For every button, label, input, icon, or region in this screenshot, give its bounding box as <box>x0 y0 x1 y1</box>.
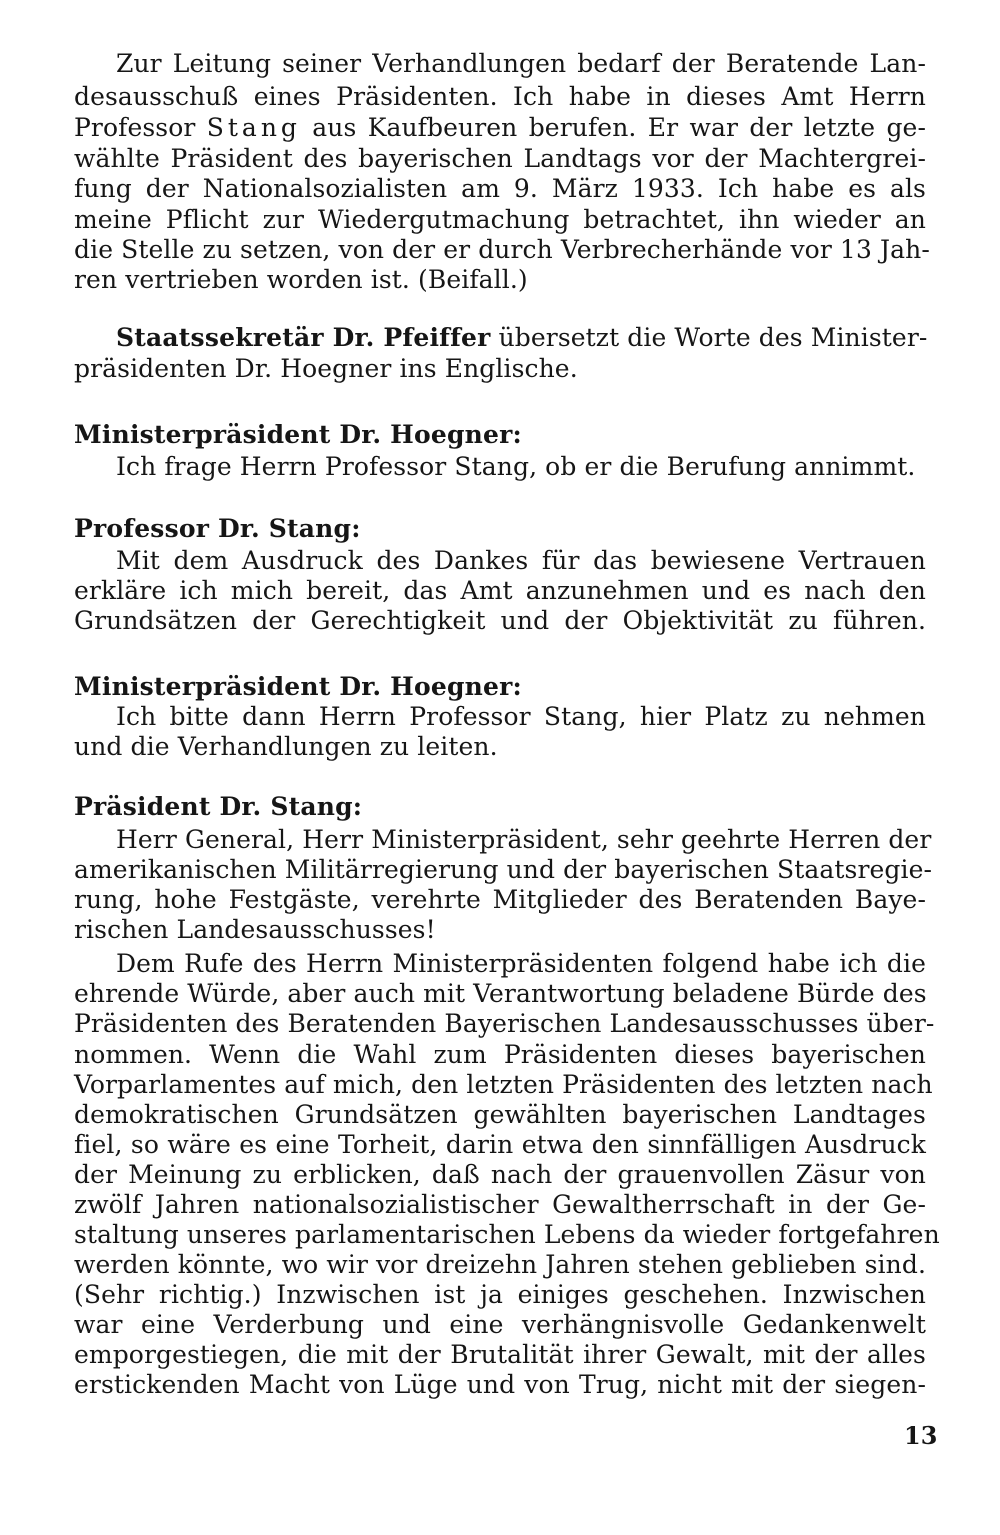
block2-line-2: erkläre ich mich bereit, das Amt anzunehmen und es nach den <box>74 576 926 605</box>
intro-line-8: ren vertrieben worden ist. (Beifall.) <box>74 265 528 294</box>
block4-p1-line-1: Herr General, Herr Ministerpräsident, sehr geehrte Herren der <box>116 825 932 854</box>
block4-p2-line-15: erstickenden Macht von Lüge und von Trug, nicht mit der siegen- <box>74 1370 926 1399</box>
intro-line-5: fung der Nationalsozialisten am 9. März 1933. Ich habe es als <box>74 174 926 203</box>
intro-line-3-a: Professor <box>74 113 207 142</box>
intro-line-4: wählte Präsident des bayerischen Landtags vor der Machtergrei- <box>74 144 926 173</box>
block3-line-1: Ich bitte dann Herrn Professor Stang, hier Platz zu nehmen <box>116 702 926 731</box>
speaker-heading-1: Ministerpräsident Dr. Hoegner: <box>74 420 522 449</box>
intro-line-6: meine Pflicht zur Wiedergutmachung betrachtet, ihn wieder an <box>74 205 926 234</box>
stage-note-text: übersetzt die Worte des Minister- <box>490 323 928 352</box>
block4-p1-line-4: rischen Landesausschusses! <box>74 915 436 944</box>
block4-p1-line-2: amerikanischen Militärregierung und der bayerischen Staatsregie- <box>74 855 933 884</box>
intro-line-2: desausschuß eines Präsidenten. Ich habe in dieses Amt Herrn <box>74 82 926 111</box>
block2-line-1: Mit dem Ausdruck des Dankes für das bewiesene Vertrauen <box>116 546 926 575</box>
block4-p2-line-8: der Meinung zu erblicken, daß nach der grauenvollen Zäsur von <box>74 1160 926 1189</box>
stage-note-speaker: Staatssekretär Dr. Pfeiffer <box>116 323 491 352</box>
block4-p2-line-4: nommen. Wenn die Wahl zum Präsidenten dieses bayerischen <box>74 1040 926 1069</box>
intro-line-7: die Stelle zu setzen, von der er durch Verbrecherhände vor 13 Jah- <box>74 235 930 264</box>
stage-note-line-1 <box>116 323 926 353</box>
intro-line-3-c: aus Kaufbeuren berufen. Er war der letzte ge- <box>300 113 926 142</box>
block1-line-1: Ich frage Herrn Professor Stang, ob er die Berufung annimmt. <box>116 452 916 481</box>
block4-p2-line-12: (Sehr richtig.) Inzwischen ist ja einiges geschehen. Inzwischen <box>74 1280 926 1309</box>
stage-note-line-2: präsidenten Dr. Hoegner ins Englische. <box>74 354 578 383</box>
block4-p2-line-13: war eine Verderbung und eine verhängnisvolle Gedankenwelt <box>74 1310 926 1339</box>
block4-p2-line-14: emporgestiegen, die mit der Brutalität ihrer Gewalt, mit der alles <box>74 1340 926 1369</box>
block2-line-3: Grundsätzen der Gerechtigkeit und der Objektivität zu führen. <box>74 606 926 635</box>
block3-line-2: und die Verhandlungen zu leiten. <box>74 732 498 761</box>
intro-line-3 <box>74 113 926 143</box>
block4-p2-line-6: demokratischen Grundsätzen gewählten bayerischen Landtages <box>74 1100 926 1129</box>
block4-p2-line-10: staltung unseres parlamentarischen Lebens da wieder fortgefahren <box>74 1220 940 1249</box>
block4-p2-line-11: werden könnte, wo wir vor dreizehn Jahren stehen geblieben sind. <box>74 1250 926 1279</box>
block4-p1-line-3: rung, hohe Festgäste, verehrte Mitglieder des Beratenden Baye- <box>74 885 926 914</box>
page-number: 13 <box>904 1421 938 1450</box>
block4-p2-line-7: fiel, so wäre es eine Torheit, darin etwa den sinnfälligen Ausdruck <box>74 1130 926 1159</box>
speaker-heading-3: Ministerpräsident Dr. Hoegner: <box>74 672 522 701</box>
speaker-heading-2: Professor Dr. Stang: <box>74 514 361 543</box>
block4-p2-line-1: Dem Rufe des Herrn Ministerpräsidenten folgend habe ich die <box>116 949 926 978</box>
block4-p2-line-2: ehrende Würde, aber auch mit Verantwortung beladene Bürde des <box>74 979 927 1008</box>
speaker-heading-4: Präsident Dr. Stang: <box>74 792 363 821</box>
block4-p2-line-3: Präsidenten des Beratenden Bayerischen Landesausschusses über- <box>74 1009 935 1038</box>
name-stang-spaced: Stang <box>206 113 301 142</box>
block4-p2-line-9: zwölf Jahren nationalsozialistischer Gewaltherrschaft in der Ge- <box>74 1190 926 1219</box>
block4-p2-line-5: Vorparlamentes auf mich, den letzten Präsidenten des letzten nach <box>74 1070 933 1099</box>
intro-line-1: Zur Leitung seiner Verhandlungen bedarf der Beratende Lan- <box>116 49 926 78</box>
